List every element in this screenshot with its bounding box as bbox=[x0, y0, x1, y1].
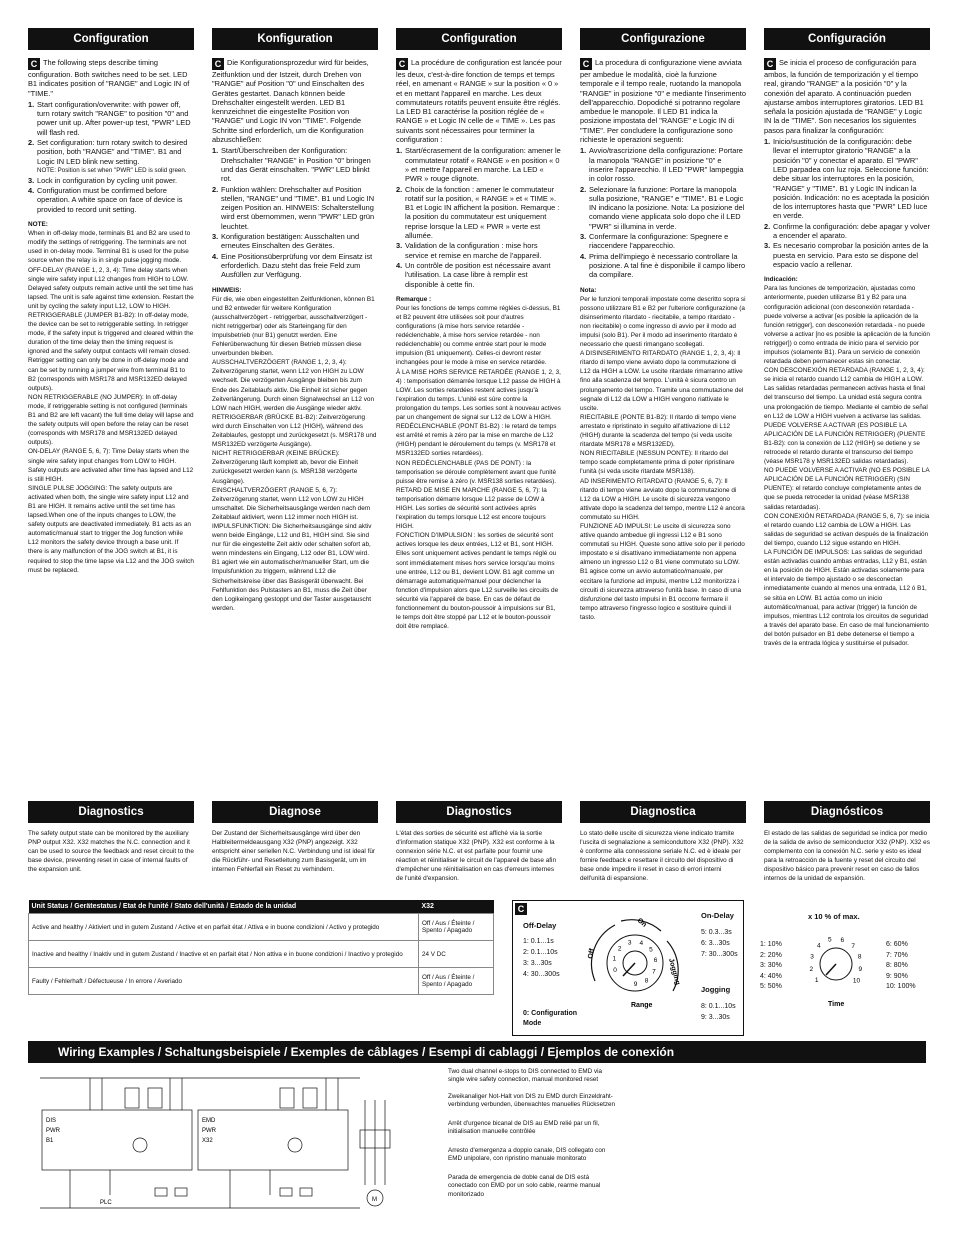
table-row bbox=[29, 914, 494, 941]
range-number: 8 bbox=[644, 977, 649, 985]
time-number: 1 bbox=[814, 977, 819, 985]
time-dial-numbers bbox=[809, 937, 862, 985]
range-label: Range bbox=[631, 1002, 653, 1009]
wiring-description: Zweikanaliger Not-Halt von DIS zu EMD durch Einzeldraht-verbindung verbunden, überwachtes manuelles Rücksetzen bbox=[448, 1093, 615, 1109]
time-right-list bbox=[886, 940, 916, 993]
wiring-header: Wiring Examples / Schaltungsbeispiele / Exemples de câblages / Esempi di cablaggi / Ejemplos de conexión bbox=[28, 1041, 926, 1063]
function-paragraph: Para las funciones de temporización, ajustadas como anteriormente, pueden utilizarse B1 y B2 para una configuración adicional (con desconexión retardada - puede volverse a activar [es posible la aplicación de la función retrigger], con desconexión retardada - no puede volverse a activar [no es posible la aplicación de la función retrigger]) o como entrada de inicio para el servicio por impulsos (solamente B1). Para un servicio de conexión retardada deben permanecer estas sin conectar. bbox=[764, 285, 930, 366]
pwr-label-2: PWR bbox=[202, 1128, 216, 1134]
config-step bbox=[28, 186, 194, 214]
offdelay-list bbox=[523, 936, 560, 980]
step-number: 4. bbox=[212, 251, 219, 261]
diagnostics-column bbox=[28, 801, 194, 874]
dis-label: DIS bbox=[46, 1118, 57, 1124]
function-paragraph: LA FUNCIÓN DE IMPULSOS: Las salidas de seguridad están activadas cuando ambas entradas, L12 y B1, están en la posición de HIGH. Están activadas solamente para el intervalo de tiempo ajustado o se desconectan inmediatamente cuando al menos una entrada, L12 ó B1, se sitúa en LOW. B1 actúa como un inicio automático/manual, para activar (trigger) la función de impulsos, mientras L12 controla los circuitos de seguridad a través del aparato base. En caso de mal funcionamiento del botón pulsador en B1 debe detenerse el tiempo a través de la entrada lógica y sustituirse el pulsador. bbox=[764, 549, 929, 647]
diagnostics-text: The safety output state can be monitored by the auxiliary PNP output X32. X32 matches the N.C. connection and it can be used to source the feedback and reset circuit to the base device, preventing reset in case of internal faults of the expansion unit. bbox=[28, 830, 194, 873]
intro-text: Se inicia el proceso de configuración para ambos, la función de temporización y el tiempo real, girando "RANGE" a la posición "0" y la conexión del aparato. A continuación pueden ajustarse ambos interruptores giratorios. LED B1 señala la posición ajustada de "RANGE" y Logic IN la de "TIME". Son necesarios los siguientes pasos para finalizar la configuración: bbox=[764, 58, 924, 135]
config-steps bbox=[764, 137, 930, 269]
x32-label: X32 bbox=[202, 1138, 213, 1144]
config-badge: C bbox=[28, 58, 40, 70]
diagnostics-column bbox=[764, 801, 930, 883]
step-number: 2. bbox=[396, 184, 403, 194]
jogging-item: 9: 3...30s bbox=[701, 1014, 730, 1021]
function-paragraph: RETRIGGERBAR (BRÜCKE B1-B2): Zeitverzögerung wird durch Einschalten von L12 (HIGH), während des Zeitablaufes, gestoppt und zurückgesetzt (s. MSR178 und MSR132ED verzögerte Ausgänge). bbox=[212, 413, 377, 449]
config-intro bbox=[764, 58, 930, 135]
ondelay-item: 5: 0.3...3s bbox=[701, 929, 732, 936]
note-title: Remarque : bbox=[396, 295, 432, 303]
step-text: Un contrôle de position est nécessaire avant l'utilisation. La case libre à remplir est disponible à cette fin. bbox=[405, 260, 551, 289]
note-title: Nota: bbox=[580, 286, 597, 294]
range-number: 6 bbox=[653, 957, 658, 965]
config-step bbox=[764, 241, 930, 269]
step-number: 2. bbox=[764, 221, 771, 231]
config-step bbox=[764, 137, 930, 221]
config-column bbox=[764, 28, 930, 648]
x32-cell: 24 V DC bbox=[419, 941, 494, 968]
wiring-description: Parada de emergencia de doble canal de DIS está conectado con EMD por un solo cable, rearme manual monitorizado bbox=[448, 1174, 601, 1198]
range-number: 1 bbox=[612, 955, 617, 963]
config-header: Configuration bbox=[28, 28, 194, 50]
function-paragraph: A DISINSERIMENTO RITARDATO (RANGE 1, 2, 3, 4): Il ritardo di tempo viene avviato dopo la commutazione di L12 da HIGH a LOW. Le uscite ritardate rimarranno attive fino alla scadenza del tempo. L'unità è sicura contro un prolungamento del tempo. Tramite una commutazione del segnale di L12 da LOW a HIGH vengono riattivate le uscite. bbox=[580, 350, 744, 412]
diagnostics-header: Diagnostics bbox=[28, 801, 194, 823]
wiring-description: Arresto d'emergenza a doppio canale, DIS collegato con EMD unipolare, con ripristino manuale monitorato bbox=[448, 1147, 606, 1163]
function-paragraph: NICHT RETRIGGERBAR (KEINE BRÜCKE): Zeitverzögerung läuft komplett ab, bevor die Einheit zurückgesetzt werden kann (s. MSR138 verzögerte Ausgänge). bbox=[212, 450, 359, 485]
intro-text: The following steps describe timing configuration. Both switches need to be set. LED B1 indicates position of "RANGE" and Logic IN of "TIME." bbox=[28, 58, 190, 98]
diagnostics-text: El estado de las salidas de seguridad se indica por medio de la salida de aviso de semiconductor X32 (PNP). X32 es complemento con la conexión N.C. serie y esto es ideal para la retroacción de la fuente y reset del circuito del dispositivo básico para prevenir reset en caso de fallos internos de la unidad de expansión. bbox=[764, 830, 930, 882]
status-cell: Active and healthy / Aktiviert und in gutem Zustand / Active et en parfait état / Attiva e in buone condizioni / Activo y protegido bbox=[29, 914, 419, 941]
x32-cell: Off / Aus / Éteinte / Spento / Apagado bbox=[419, 968, 494, 995]
time-number: 2 bbox=[809, 965, 814, 973]
function-paragraph: Für die, wie oben eingestellten Zeitfunktionen, können B1 und B2 entweder für weitere Konfiguration (ausschaltverzögert - retriggerbar, ausschaltverzögert - nicht retriggerbar) oder als Starteingang für den Impulsbetrieb (nur B1) genutzt werden. Eine Fehlerüberwachung für diesen Betrieb müssen diese unverbunden bleiben. bbox=[212, 295, 375, 358]
config-column bbox=[28, 28, 194, 575]
on-label: On bbox=[635, 917, 648, 929]
diagnostics-header: Diagnose bbox=[212, 801, 378, 823]
status-cell: Inactive and healthy / Inaktiv und in gutem Zustand / Inactive et en parfait état / Non attiva e in buone condizioni / Inactivo y protegido bbox=[29, 941, 419, 968]
time-item: 9: 90% bbox=[886, 972, 908, 980]
off-label: Off bbox=[587, 948, 597, 960]
function-paragraph: FONCTION D'IMPULSION : les sorties de sécurité sont actives lorsque les deux entrées, L12 et B1, sont HIGH. Elles sont uniquement actives pendant le temps réglé ou sont immédiatement mises hors service lorsqu'au moins une entrée, L12 ou B1, devient LOW. B1 agit comme un démarrage automatique/manuel pour déclencher la fonction d'impulsion alors que L12 surveille les circuits de sécurité via l'appareil de base. En cas de défaut de fonctionnement du bouton-poussoir à impulsions sur B1, le temps doit être stoppé par L12 et le bouton-poussoir doit être remplacé. bbox=[396, 532, 559, 631]
step-text: Konfiguration bestätigen: Ausschalten und erneutes Einschalten des Gerätes. bbox=[221, 232, 360, 251]
time-number: 4 bbox=[816, 942, 821, 950]
config-step bbox=[396, 146, 562, 183]
status-header: Unit Status / Gerätestatus / Etat de l'unité / Stato dell'unità / Estado de la unidad bbox=[29, 900, 419, 914]
function-paragraph: ON-DELAY (RANGE 5, 6, 7): Time Delay starts when the single wire safety input changes from LOW to HIGH. Safety outputs are activated after time has lapsed and L12 is still HIGH. bbox=[28, 448, 194, 483]
note-title: HINWEIS: bbox=[212, 286, 242, 294]
step-number: 4. bbox=[28, 186, 35, 196]
step-text: Funktion wählen: Drehschalter auf Position stellen, "RANGE" und "TIME". B1 und Logic IN zeigen Position an. HINWEIS: Schalterstellung wird erst übernommen, wenn "PWR" LED grün leuchtet. bbox=[221, 184, 375, 231]
time-number: 5 bbox=[827, 936, 832, 944]
step-text: Set configuration: turn rotary switch to desired position, both "RANGE" and "TIME". B1 and Logic IN LED blink new setting. bbox=[37, 138, 188, 166]
intro-text: La procédure de configuration est lancée pour les deux, c'est-à-dire fonction de temps et temps réel, en amenant « RANGE » sur la position « 0 » et en mettant l'appareil en marche. Les deux commutateurs rotatifs peuvent ensuite être réglés. La LED B1 caractérise la position réglée de « RANGE » et Logic IN celle de « TIME ». Les pas suivants sont nécessaires pour terminer la configuration : bbox=[396, 58, 562, 145]
time-item: 10: 100% bbox=[886, 983, 916, 990]
time-number: 8 bbox=[857, 953, 862, 961]
wiring-description: Two dual channel e-stops to DIS connected to EMD via single wire safety connection, manual monitored reset bbox=[448, 1068, 603, 1084]
config-badge: C bbox=[580, 58, 592, 70]
step-number: 2. bbox=[28, 138, 35, 148]
offdelay-title: Off-Delay bbox=[523, 921, 557, 930]
table-row bbox=[29, 941, 494, 968]
step-text: Es necesario comprobar la posición antes de la puesta en servicio. Para esto se dispone del espacio vacío a rellenar. bbox=[773, 241, 929, 269]
config-step bbox=[396, 241, 562, 260]
time-label: Time bbox=[828, 1001, 845, 1008]
diagnostics-column bbox=[580, 801, 746, 883]
time-number: 10 bbox=[852, 977, 861, 985]
function-paragraph: OFF-DELAY (RANGE 1, 2, 3, 4): Time delay starts when single wire safety input L12 changes from HIGH to LOW. Delayed safety outputs remain active until the set time has lapsed. The unit is safe against time extension. Restart the unit by cycling the safety input L12, LOW to HIGH. bbox=[28, 266, 194, 310]
config-intro bbox=[28, 58, 194, 98]
offdelay-item: 1: 0.1...1s bbox=[523, 938, 554, 945]
step-text: Confermare la configurazione: Spegnere e riaccendere l'apparecchio. bbox=[589, 232, 729, 251]
ondelay-item: 6: 3...30s bbox=[701, 940, 730, 947]
time-number: 9 bbox=[858, 966, 863, 974]
step-number: 4. bbox=[580, 251, 587, 261]
config-badge: C bbox=[764, 58, 776, 70]
config-step bbox=[580, 232, 746, 251]
config-step bbox=[212, 185, 378, 231]
function-paragraph: REDÉCLENCHABLE (PONT B1-B2) : le retard de temps est arrêté et remis à zéro par la mise en marche de L12 (HIGH) pendant le déroulement du temps (v. MSR178 et MSR132ED sorties retardées). bbox=[396, 423, 557, 458]
config-column bbox=[212, 28, 378, 613]
diagnostics-header: Diagnostics bbox=[396, 801, 562, 823]
step-text: Inicio/sustitución de la configuración: debe llevar el interruptor giratorio "RANGE" a la posición "0" y conectar el aparato. El "PWR" LED parpadea con luz roja. Seleccione función: debe situar los interruptores en la posición, "RANGE" y "TIME". B1 y Logic IN indican la posición. Indicación: no es aceptada la posición de los interruptores hasta que "PWR" LED luce en verde. bbox=[773, 137, 930, 221]
note-title: Indicación: bbox=[764, 276, 798, 284]
function-paragraph: FUNZIONE AD IMPULSI: Le uscite di sicurezza sono attive quando ambedue gli ingressi L12 e B1 sono commutati su HIGH. Queste sono attive solo per il periodo impostato e si disattivano immediatamente non appena almeno un ingresso L12 o B1 viene commutato su LOW. B1 agisce come un avvio automatico/manuale, per eccitare la funzione ad impulsi, mentre L12 monitorizza i circuiti di sicurezza attraverso l'unità base. In caso di una disfunzione del tasto impulsi in B1 occorre fermare il tempo attraverso l'ingresso logico e sostituire quindi il tasto. bbox=[580, 522, 745, 621]
step-number: 2. bbox=[212, 184, 219, 194]
range-number: 0 bbox=[613, 967, 617, 975]
step-number: 1. bbox=[28, 99, 35, 109]
wiring-description: Arrêt d'urgence bicanal de DIS au EMD relié par un fil, initialisation manuelle contrôlée bbox=[448, 1120, 600, 1136]
config-badge: C bbox=[515, 903, 527, 915]
config-intro bbox=[212, 58, 378, 144]
offdelay-item: 2: 0.1...10s bbox=[523, 949, 558, 956]
step-text: Validation de la configuration : mise hors service et remise en marche de l'appareil. bbox=[405, 241, 542, 260]
function-paragraph: IMPULSFUNKTION: Die Sicherheitsausgänge sind aktiv wenn beide Eingänge, L12 und B1, HIGH sind. Sie sind nur für die eingestellte Zeit aktiv oder schalten sofort ab, wenn mindestens ein Eingang, L12 oder B1, LOW wird. B1 agiert wie ein automatischer/manueller Start, um die Impulsfunktion zu triggern, während L12 die Sicherheitskreise über das Basisgerät überwacht. Bei Fehlfunktion des Pulstasters an B1, muss die Zeit über den Logikeingang gestoppt und der Taster ausgetauscht werden. bbox=[212, 522, 372, 612]
time-item: 4: 40% bbox=[760, 972, 782, 980]
x32-header: X32 bbox=[419, 900, 494, 914]
time-dial-panel bbox=[760, 910, 930, 1020]
time-item: 7: 70% bbox=[886, 951, 908, 959]
config-badge: C bbox=[396, 58, 408, 70]
function-paragraph: RETRIGGERABLE (JUMPER B1-B2): In off-delay mode, the device can be set to retriggerable setting. In retrigger mode, if the safety input is triggered and cleared within the duration of the time delay then the timing request is ignored and the safety output contacts will remain closed. Retrigger setting can only be done in off-delay mode and can be set by running a jumper wire from terminal B1 to B2 (corresponds with MSR178 and MSR132ED delayed outputs). bbox=[28, 312, 194, 392]
time-item: 1: 10% bbox=[760, 941, 782, 948]
function-paragraph: Per le funzioni temporali impostate come descritto sopra si possono utilizzare B1 e B2 per l'ulteriore configurazione (a disinserimento ritardato - riecitabile, a tempo ritardato - non riecitabile) o come ingresso di avvio per il modo ad impulsi (solo B1). Per il modo ad inserimento ritardato è necessario che questi rimangano scollegati. bbox=[580, 295, 746, 349]
config-step bbox=[28, 138, 194, 166]
time-number: 7 bbox=[851, 943, 855, 951]
x32-cell: Off / Aus / Éteinte / Spento / Apagado bbox=[419, 914, 494, 941]
time-dial bbox=[796, 924, 876, 1008]
config-steps bbox=[212, 146, 378, 279]
function-paragraph: NON RIECITABILE (NESSUN PONTE): Il ritardo del tempo scade completamente prima di poter ripristinare l'unità (si veda uscite ritardate MSR138). bbox=[580, 450, 735, 476]
time-item: 3: 30% bbox=[760, 962, 782, 969]
config-step bbox=[212, 146, 378, 183]
step-text: Confirme la configuración: debe apagar y volver a encender el aparato. bbox=[773, 221, 930, 241]
config-header: Konfiguration bbox=[212, 28, 378, 50]
step-number: 3. bbox=[580, 232, 587, 242]
diagnostics-text: Lo stato delle uscite di sicurezza viene indicato tramite l'uscita di segnalazione a semiconduttore X32 (PNP). X32 è conforme alla connessione seriale N.C. ed è ideale per fornire feedback e resettare il circuito del dispositivo di base onde impedire il reset in caso di errori interni dell'unità di espansione. bbox=[580, 830, 744, 882]
function-paragraph: RIECITABILE (PONTE B1-B2): Il ritardo di tempo viene arrestato e ripristinato in seguito all'attivazione di L12 (HIGH) durante la scadenza del tempo (si veda uscite ritardate MSR178 e MSR132ED). bbox=[580, 413, 737, 449]
step-text: Start/Überschreiben der Konfiguration: Drehschalter "RANGE" in Position "0" bringen und das Gerät einschalten. "PWR" LED blinkt rot. bbox=[221, 146, 371, 184]
motor-label: M bbox=[372, 1197, 377, 1203]
range-number: 5 bbox=[649, 946, 653, 954]
config-badge: C bbox=[212, 58, 224, 70]
config-intro bbox=[580, 58, 746, 144]
time-dial-pointer bbox=[826, 964, 836, 975]
config-step bbox=[580, 146, 746, 183]
step-number: 3. bbox=[396, 241, 403, 251]
config-header: Configurazione bbox=[580, 28, 746, 50]
config-steps bbox=[28, 100, 194, 214]
step-text: Eine Positionsüberprüfung vor dem Einsatz ist erforderlich. Dazu steht das freie Feld zum Ausfüllen zur Verfügung. bbox=[221, 251, 373, 280]
config-header: Configuration bbox=[396, 28, 562, 50]
step-number: 1. bbox=[764, 137, 771, 147]
step-text: Start configuration/overwrite: with power off, turn rotary switch "RANGE" to position "0" and power unit up. After power-up test, "PWR" LED will flash red. bbox=[37, 99, 191, 137]
step-text: Choix de la fonction : amener le commutateur rotatif sur la position, « RANGE » et « TIME ». B1 et Logic IN affichent la position. Remarque : la position du commutateur est uniquement reprise lorsque la LED « PWR » verte est allumée. bbox=[405, 184, 560, 241]
ondelay-list bbox=[701, 927, 738, 960]
jogging-label: Jogging bbox=[667, 957, 681, 986]
step-number: 1. bbox=[212, 146, 219, 156]
step-number: 3. bbox=[212, 232, 219, 242]
config-step bbox=[28, 176, 194, 185]
config-step bbox=[28, 100, 194, 137]
step-number: 3. bbox=[764, 241, 771, 251]
table-row bbox=[29, 968, 494, 995]
time-item: 6: 60% bbox=[886, 941, 908, 948]
step-number: 3. bbox=[28, 175, 35, 185]
step-text: Avvio/trascrizione della configurazione: Portare la manopola "RANGE" in posizione "0" e inserire l'apparecchio. Il LED "PWR" lampeggia in color rosso. bbox=[589, 146, 744, 184]
config-mode-label: 0: Configuration Mode bbox=[523, 1010, 578, 1027]
time-dial-title: x 10 % of max. bbox=[808, 912, 860, 921]
diagnostics-column bbox=[396, 801, 562, 883]
step-text: Prima dell'impiego è necessario controllare la posizione. A tal fine è disponibile il campo libero da compilare. bbox=[589, 251, 746, 280]
offdelay-item: 3: 3...30s bbox=[523, 960, 552, 967]
range-number: 4 bbox=[639, 940, 644, 948]
status-cell: Faulty / Fehlerhaft / Défectueuse / In errore / Averiado bbox=[29, 968, 419, 995]
step-number: 4. bbox=[396, 260, 403, 270]
intro-text: La procedura di configurazione viene avviata per ambedue le modalità, cioè la funzione temporale e il tempo reale, ruotando la manopola "RANGE" in posizione "0" e mediante l'inserimento dell'apparecchio. Dopodiché si potranno regolare ambedue le manopole. Il LED B1 indica la posizione impostata del "RANGE" e Logic IN di "TIME". Per concludere la configurazione sono richieste le operazioni seguenti: bbox=[580, 58, 746, 145]
note-title: NOTE: bbox=[28, 221, 48, 229]
config-step bbox=[580, 252, 746, 280]
range-dial-panel bbox=[512, 900, 744, 1036]
range-number: 9 bbox=[633, 980, 638, 988]
step-number: 2. bbox=[580, 184, 587, 194]
config-header: Configuración bbox=[764, 28, 930, 50]
time-item: 5: 50% bbox=[760, 983, 782, 990]
diagnostics-column bbox=[212, 801, 378, 874]
config-step bbox=[580, 185, 746, 231]
function-paragraph: À LA MISE HORS SERVICE RETARDÉE (RANGE 1, 2, 3, 4) : temporisation démarrée lorsque L12 passe de HIGH à LOW. Les sorties retardées restent actives jusqu'à l'expiration du temps. L'unité est sûre contre la prolongation du temps. Les sorties sont à nouveau actives par un changement de signal sur L12 de LOW à HIGH. bbox=[396, 368, 561, 422]
wiring-diagram bbox=[30, 1070, 430, 1220]
step-text: Start/écrasement de la configuration: amener le commutateur rotatif « RANGE » en position « 0 » et mettre l'appareil en marche. La LED « PWR » rouge clignote. bbox=[405, 146, 561, 184]
function-paragraph: CON CONEXIÓN RETARDADA (RANGE 5, 6, 7): se inicia el retardo cuando L12 cambia de LOW a HIGH. Las salidas de seguridad se activan después de la finalización del tiempo, cuando L12 sigue estando en HIGH. bbox=[764, 512, 930, 547]
diagnostics-header: Diagnostica bbox=[580, 801, 746, 823]
step-number: 1. bbox=[396, 146, 403, 156]
function-paragraph: NO PUEDE VOLVERSE A ACTIVAR (NO ES POSIBLE LA APLICACIÓN DE LA FUNCIÓN RETRIGGER) (SIN PUENTE): el retardo concluye completamente antes de que se pueda retroceder la unidad (véase MSR138 salidas retardadas). bbox=[764, 467, 930, 511]
status-table bbox=[28, 900, 494, 995]
step-text: Lock in configuration by cycling unit power. bbox=[37, 175, 178, 185]
config-column bbox=[580, 28, 746, 622]
step-text: Configuration must be confirmed before operation. A white space on face of device is provided to record unit setting. bbox=[37, 186, 183, 214]
jogging-title: Jogging bbox=[701, 985, 731, 994]
config-column bbox=[396, 28, 562, 631]
function-paragraph: Pour les fonctions de temps comme réglées ci-dessus, B1 et B2 peuvent être utilisées soit pour d'autres configurations (à mise hors service retardée - redéclenchable, à mise hors service retardée - non redéclenchable) ou comme entrée start pour le mode impulsion (B1 uniquement). Celles-ci devront rester inchangées pour le mode à mise en service retardée. bbox=[396, 304, 561, 367]
diagnostics-text: L'état des sorties de sécurité est affiché via la sortie d'information statique X32 (PNP). X32 est conforme à la connexion série N.C. et est parfaite pour fournir une réaction et réinitialiser le circuit de l'appareil de base afin d'empêcher une réinitialisation en cas d'erreurs internes de l'unité d'expansion. bbox=[396, 830, 557, 882]
function-paragraph: PUEDE VOLVERSE A ACTIVAR (ES POSIBLE LA APLICACIÓN DE LA FUNCIÓN RETRIGGER) (PUENTE B1-B2): con la conexión de L12 (HIGH) se detiene y se retrocede el retardo durante el transcurso del tiempo (véase MSR178 y MSR132ED salidas retardadas). bbox=[764, 421, 926, 466]
step-note: NOTE: Position is set when "PWR" LED is solid green. bbox=[37, 166, 187, 174]
range-number: 2 bbox=[617, 945, 622, 953]
config-steps bbox=[580, 146, 746, 279]
time-number: 3 bbox=[810, 953, 814, 961]
time-left-list bbox=[760, 940, 782, 993]
function-paragraph: EINSCHALTVERZÖGERT (RANGE 5, 6, 7): Zeitverzögerung startet, wenn L12 von LOW zu HIGH umschaltet. Die Sicherheitsausgänge werden nach dem Zeitablauf aktiviert, wenn L12 immer noch HIGH ist. bbox=[212, 486, 371, 521]
config-step bbox=[212, 232, 378, 251]
offdelay-item: 4: 30...300s bbox=[523, 971, 560, 978]
config-step bbox=[396, 185, 562, 241]
range-number: 7 bbox=[652, 968, 656, 976]
time-number: 6 bbox=[840, 936, 845, 944]
function-paragraph: NON RETRIGGERABLE (NO JUMPER): In off-delay mode, if retriggerable setting is not configured (terminals B1 and B2 are left vacant) the full time delay will lapse and the safety outputs will open before the relay can be reset (corresponds with MSR178 and MSR132ED delayed outputs). bbox=[28, 393, 194, 447]
diagnostics-text: Der Zustand der Sicherheitsausgänge wird über den Halbleitermeldeausgang X32 (PNP) angezeigt. X32 entspricht einer seriellen N.C. Verbindung und ist ideal für die Rückführ- und Resetleitung zum Basisgerät, um im internen Fehlerfall ein Reset zu verhindern. bbox=[212, 830, 376, 873]
time-item: 8: 80% bbox=[886, 962, 908, 969]
config-step bbox=[212, 252, 378, 280]
step-text: Selezionare la funzione: Portare la manopola sulla posizione, "RANGE" e "TIME". B1 e Logic IN indicano la posizione. Nota: La posizione del comando viene applicata solo dopo che il LED "PWR" si illumina in verde. bbox=[589, 184, 745, 231]
jogging-item: 8: 0.1...10s bbox=[701, 1003, 736, 1010]
config-step bbox=[764, 222, 930, 241]
step-number: 1. bbox=[580, 146, 587, 156]
config-intro bbox=[396, 58, 562, 144]
function-paragraph: CON DESCONEXIÓN RETARDADA (RANGE 1, 2, 3, 4): se inicia el retardo cuando L12 cambia de HIGH a LOW. Las salidas retardadas permanecen activas hasta el final del transcurso del tiempo. La unidad está segura contra una prolongación de tiempo. Mediante el cambio de señal en L12 de LOW a HIGH vuelven a activarse las salidas. bbox=[764, 367, 928, 420]
note-body: When in off-delay mode, terminals B1 and B2 are used to modify the settings of retriggering. The terminals are not used in on-delay mode. Terminal B1 is used for the pulse source when the relay is in single pulse jogging mode. bbox=[28, 230, 191, 265]
range-dial bbox=[585, 911, 685, 1011]
config-step bbox=[396, 261, 562, 289]
ondelay-title: On-Delay bbox=[701, 911, 734, 920]
jogging-list bbox=[701, 1001, 736, 1023]
diagnostics-header: Diagnósticos bbox=[764, 801, 930, 823]
time-item: 2: 20% bbox=[760, 951, 782, 959]
b1-label: B1 bbox=[46, 1138, 54, 1144]
plc-label: PLC bbox=[100, 1200, 112, 1206]
emd-label: EMD bbox=[202, 1118, 216, 1124]
ondelay-item: 7: 30...300s bbox=[701, 951, 738, 958]
range-number: 3 bbox=[627, 939, 632, 947]
intro-text: Die Konfigurationsprozedur wird für beides, Zeitfunktion und der Istzeit, durch Drehen von "RANGE" auf Position "0" und Einschalten des Gerätes gestartet. Danach können beide Drehschalter eingestellt werden. LED B1 kennzeichnet die eingestellte Position von "RANGE" und Logic IN von "TIME". Folgende Schritte sind erforderlich, um die Konfiguration abzuschließen: bbox=[212, 58, 369, 145]
function-paragraph: NON REDÉCLENCHABLE (PAS DE PONT) : la temporisation se déroule complètement avant que l'unité puisse être remise à zéro (v. MSR138 sorties retardées). bbox=[396, 459, 557, 485]
pwr-label: PWR bbox=[46, 1128, 60, 1134]
function-paragraph: AUSSCHALTVERZÖGERT (RANGE 1, 2, 3, 4): Zeitverzögerung startet, wenn L12 von HIGH zu LOW wechselt. Die verzögerten Ausgänge bleiben bis zum Ende des Zeitablaufs aktiv. Die Einheit ist sicher gegen Zeitverlängerung. Durch einen Signalwechsel an L12 von LOW nach HIGH, werden die Ausgänge wieder aktiv. bbox=[212, 359, 374, 412]
function-paragraph: RETARD DE MISE EN MARCHE (RANGE 5, 6, 7): la temporisation démarre lorsque L12 passe de LOW à HIGH. Les sorties de sécurité sont activées après l'expiration du temps lorsque L12 est encore toujours HIGH. bbox=[396, 486, 547, 531]
function-paragraph: SINGLE PULSE JOGGING: The safety outputs are activated when both, the single wire safety input L12 and B1 are HIGH. It remains active until the set time has lapsed.When one of the inputs changes to LOW, the safety outputs are deactivated immediately. B1 acts as an automatic/manual start to trigger the Jog function while L12 monitors the safety device through a base unit. If there is any malfunction of the JOG switch at B1, it is required to stop the time lapse via L12 and the JOG switch must be replaced. bbox=[28, 484, 194, 574]
function-paragraph: AD INSERIMENTO RITARDATO (RANGE 5, 6, 7): Il ritardo di tempo viene avviato dopo la commutazione di L12 da LOW a HIGH. Le uscite di sicurezza vengono attivate dopo la scadenza del tempo, mentre L12 è ancora commutato su HIGH. bbox=[580, 477, 745, 521]
config-steps bbox=[396, 146, 562, 288]
